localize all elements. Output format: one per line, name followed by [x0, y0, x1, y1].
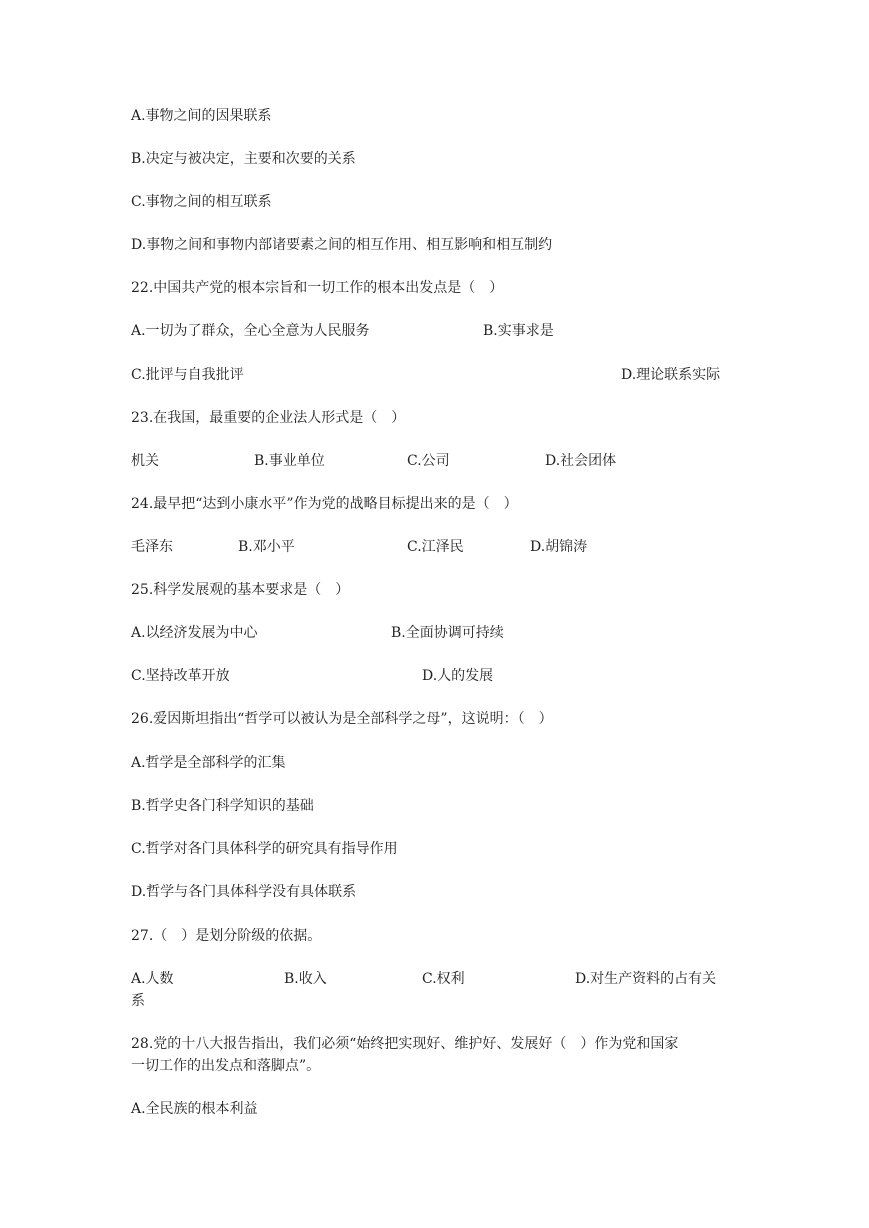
question-27: 27.（ ）是划分阶级的依据。: [131, 928, 322, 944]
q22-option-d: D.理论联系实际: [621, 367, 721, 383]
q25-option-a: A.以经济发展为中心: [131, 625, 258, 641]
q24-option-b: B.邓小平: [238, 539, 295, 555]
q22-option-c: C.批评与自我批评: [131, 367, 244, 383]
option-c-interconnection: C.事物之间的相互联系: [131, 194, 272, 210]
option-d-interaction: D.事物之间和事物内部诸要素之间的相互作用、相互影响和相互制约: [131, 237, 553, 253]
q22-option-a: A.一切为了群众，全心全意为人民服务: [131, 323, 370, 339]
option-a-causal: A.事物之间的因果联系: [131, 108, 272, 124]
q28-option-a: A.全民族的根本利益: [131, 1101, 258, 1117]
q27-option-d: D.对生产资料的占有关: [575, 971, 717, 987]
q23-option-c: C.公司: [407, 453, 450, 469]
q26-option-b: B.哲学史各门科学知识的基础: [131, 798, 314, 814]
q24-option-c: C.江泽民: [407, 539, 464, 555]
question-28-line-2: 一切工作的出发点和落脚点”。: [131, 1058, 321, 1074]
q27-option-a: A.人数: [131, 971, 174, 987]
q23-option-a: 机关: [131, 453, 159, 469]
q23-option-b: B.事业单位: [254, 453, 325, 469]
question-26: 26.爱因斯坦指出“哲学可以被认为是全部科学之母”，这说明：（ ）: [131, 711, 553, 727]
q22-option-b: B.实事求是: [483, 323, 554, 339]
q27-option-b: B.收入: [284, 971, 327, 987]
q24-option-d: D.胡锦涛: [530, 539, 588, 555]
q25-option-d: D.人的发展: [422, 668, 494, 684]
question-25: 25.科学发展观的基本要求是（ ）: [131, 582, 350, 598]
q25-option-c: C.坚持改革开放: [131, 668, 230, 684]
q23-option-d: D.社会团体: [545, 453, 617, 469]
q26-option-d: D.哲学与各门具体科学没有具体联系: [131, 884, 357, 900]
q25-option-b: B.全面协调可持续: [391, 625, 504, 641]
option-b-determination: B.决定与被决定，主要和次要的关系: [131, 151, 356, 167]
question-22: 22.中国共产党的根本宗旨和一切工作的根本出发点是（ ）: [131, 280, 504, 296]
q26-option-c: C.哲学对各门具体科学的研究具有指导作用: [131, 841, 398, 857]
q27-option-d-continuation: 系: [131, 993, 145, 1009]
question-28-line-1: 28.党的十八大报告指出，我们必须“始终把实现好、维护好、发展好（ ）作为党和国家: [131, 1036, 679, 1052]
q27-option-c: C.权利: [422, 971, 465, 987]
q24-option-a: 毛泽东: [131, 539, 173, 555]
question-23: 23.在我国，最重要的企业法人形式是（ ）: [131, 410, 406, 426]
question-24: 24.最早把“达到小康水平”作为党的战略目标提出来的是（ ）: [131, 496, 518, 512]
q26-option-a: A.哲学是全部科学的汇集: [131, 755, 286, 771]
